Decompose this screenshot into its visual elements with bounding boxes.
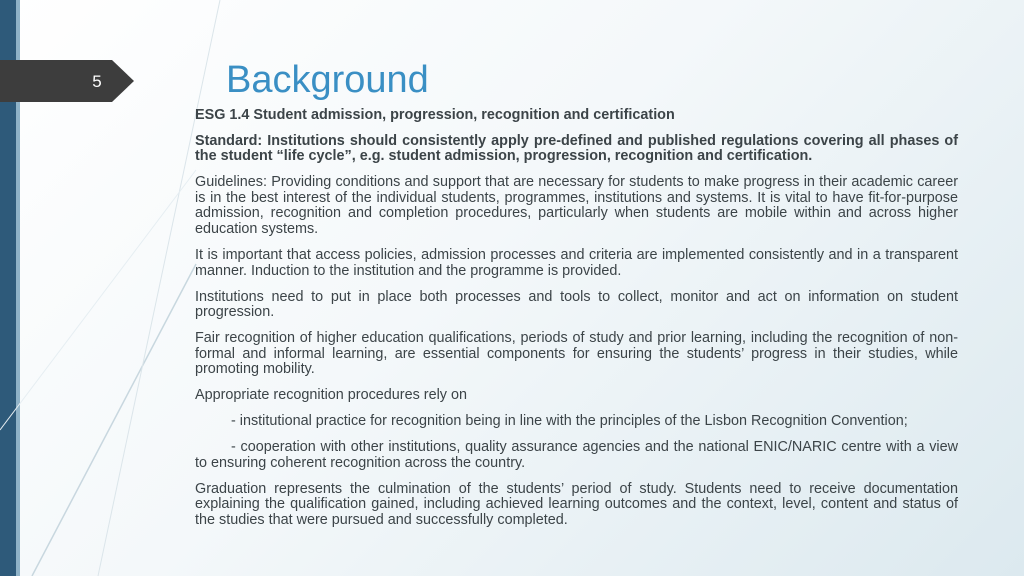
- slide-title: Background: [226, 59, 429, 101]
- access-paragraph: It is important that access policies, admission processes and criteria are implemented consistently and in a transparent manner. Induction to the institution and the programme is provided.: [195, 246, 958, 279]
- slide-body: [195, 108, 958, 539]
- slide-number: 5: [92, 72, 102, 91]
- procedures-intro: Appropriate recognition procedures rely on: [195, 387, 467, 404]
- standard-paragraph: Standard: Institutions should consistently apply pre-defined and published regulations covering all phases of the student “life cycle”, e.g. student admission, progression, recognition and certification.: [195, 132, 958, 165]
- graduation-paragraph: Graduation represents the culmination of the students’ period of study. Students need to receive documentation explaining the qualification gained, including achieved learning outcomes and the context, level, content and status of the studies that were pursued and successfully completed.: [195, 480, 958, 528]
- procedure-item-cooperation: - cooperation with other institutions, quality assurance agencies and the national ENIC/NARIC centre with a view to ensuring coherent recognition across the country.: [195, 439, 958, 471]
- recognition-paragraph: Fair recognition of higher education qualifications, periods of study and prior learning, including the recognition of non-formal and informal learning, are essential components for ensuring the students’ progress in their studies, while promoting mobility.: [195, 330, 958, 378]
- esg-subheading: ESG 1.4 Student admission, progression, recognition and certification: [195, 107, 675, 123]
- procedure-item-lisbon: - institutional practice for recognition being in line with the principles of the Lisbon Recognition Convention;: [231, 413, 908, 430]
- progression-tools-paragraph: Institutions need to put in place both processes and tools to collect, monitor and act on information on student progression.: [195, 288, 958, 321]
- guidelines-paragraph: Guidelines: Providing conditions and support that are necessary for students to make progress in their academic career is in the best interest of the individual students, programmes, institutions and systems. It is vital to have fit-for-purpose admission, recognition and completion procedures, particularly when students are mobile within and across higher education systems.: [195, 174, 958, 237]
- slide-number-tab: [0, 60, 134, 102]
